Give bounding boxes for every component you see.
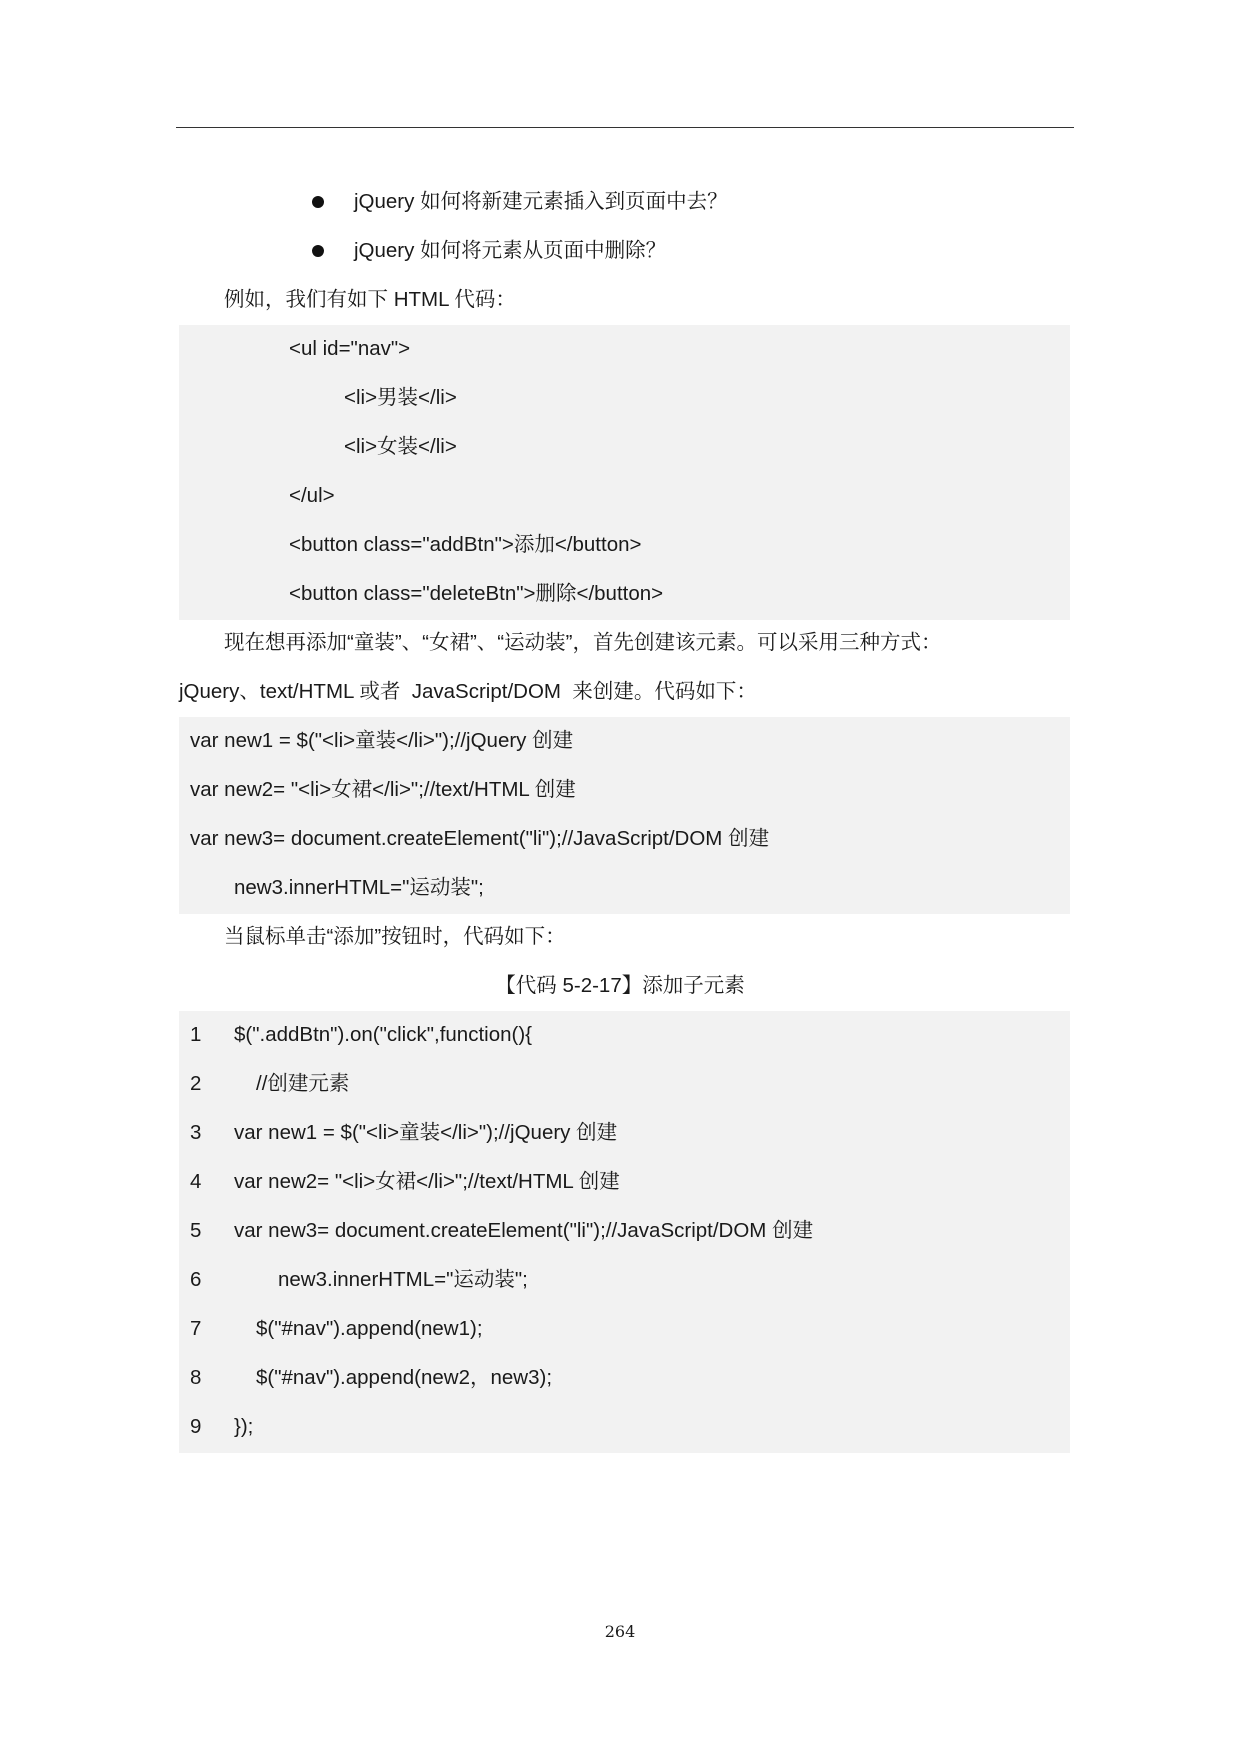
code-caption: 【代码 5-2-17】添加子元素: [495, 974, 745, 997]
code-line: new3.innerHTML="运动装";: [234, 876, 484, 899]
intro-paragraph: 例如，我们有如下 HTML 代码：: [224, 288, 516, 311]
paragraph-line: 当鼠标单击“添加”按钮时，代码如下：: [224, 925, 566, 948]
code-line: <li>男装</li>: [344, 386, 457, 409]
code-line: var new3= document.createElement("li");//JavaScript/DOM 创建: [234, 1219, 814, 1242]
code-line: <ul id="nav">: [289, 337, 411, 360]
code-line: $("#nav").append(new2，new3);: [256, 1366, 553, 1389]
code-line: $("#nav").append(new1);: [256, 1317, 483, 1340]
line-number: 9: [190, 1415, 202, 1438]
line-number: 3: [190, 1121, 202, 1144]
line-number: 8: [190, 1366, 202, 1389]
line-number: 6: [190, 1268, 202, 1291]
code-line: var new1 = $("<li>童装</li>");//jQuery 创建: [234, 1121, 618, 1144]
code-line: var new2= "<li>女裙</li>";//text/HTML 创建: [190, 778, 576, 801]
line-number: 4: [190, 1170, 202, 1193]
paragraph-line: 现在想再添加“童装”、“女裙”、“运动装”，首先创建该元素。可以采用三种方式：: [224, 631, 942, 654]
code-line: $(".addBtn").on("click",function(){: [234, 1023, 533, 1046]
code-line: });: [234, 1415, 254, 1438]
code-line: var new3= document.createElement("li");//JavaScript/DOM 创建: [190, 827, 770, 850]
header-rule: [176, 127, 1074, 128]
code-line: </ul>: [289, 484, 335, 507]
code-line: <button class="deleteBtn">删除</button>: [289, 582, 664, 605]
bullet-dot: [312, 245, 324, 257]
code-line: <button class="addBtn">添加</button>: [289, 533, 642, 556]
code-line: var new1 = $("<li>童装</li>");//jQuery 创建: [190, 729, 574, 752]
line-number: 7: [190, 1317, 202, 1340]
code-line: //创建元素: [256, 1072, 350, 1095]
bullet-item-1: jQuery 如何将新建元素插入到页面中去？: [354, 190, 728, 213]
line-number: 1: [190, 1023, 202, 1046]
page-number: 264: [604, 1622, 636, 1641]
code-line: var new2= "<li>女裙</li>";//text/HTML 创建: [234, 1170, 620, 1193]
line-number: 5: [190, 1219, 202, 1242]
paragraph-line: jQuery、text/HTML 或者 JavaScript/DOM 来创建。代码如下：: [179, 680, 757, 703]
html-code-block: [179, 325, 1070, 620]
code-line: new3.innerHTML="运动装";: [278, 1268, 528, 1291]
code-line: <li>女装</li>: [344, 435, 457, 458]
bullet-item-2: jQuery 如何将元素从页面中删除？: [354, 239, 667, 262]
bullet-dot: [312, 196, 324, 208]
line-number: 2: [190, 1072, 202, 1095]
